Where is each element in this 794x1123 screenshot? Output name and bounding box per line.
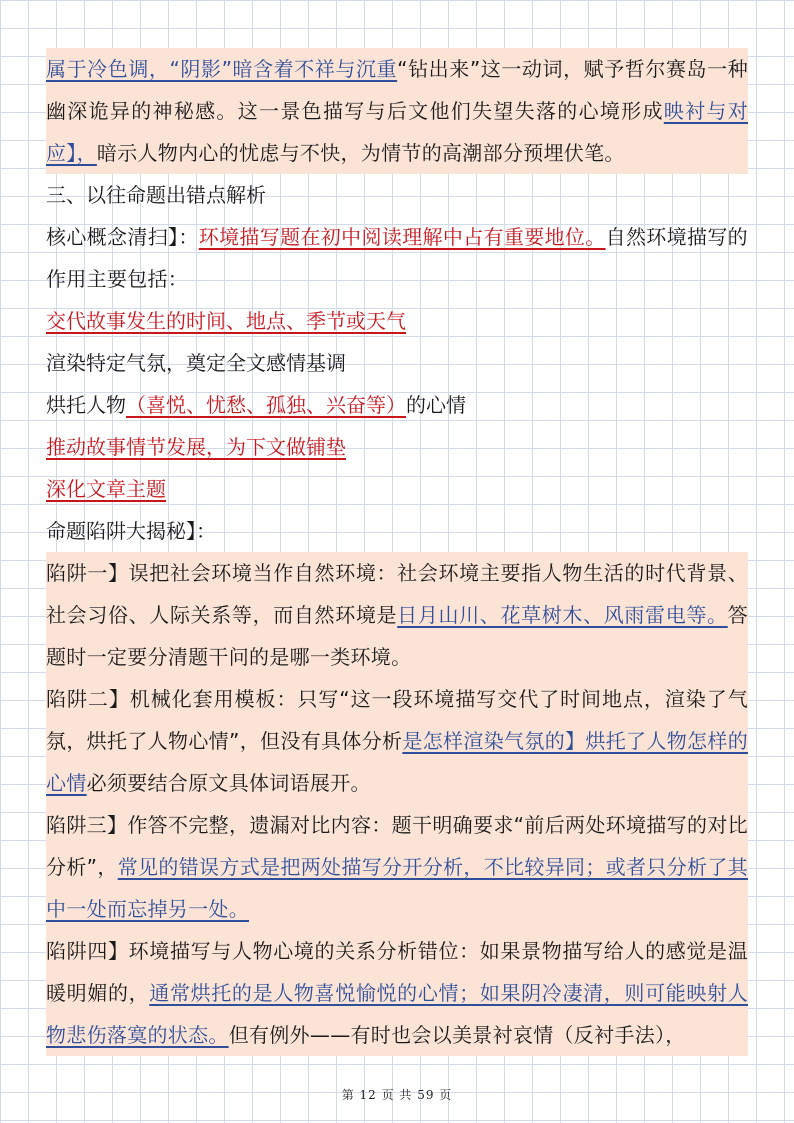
intro-text-2: 暗示人物内心的忧虑与不快，为情节的高潮部分预埋伏笔。: [96, 141, 625, 165]
core-concept-highlight: 环境描写题在初中阅读理解中占有重要地位。: [198, 225, 606, 249]
trap-2: 陷阱二】机械化套用模板：只写“这一段环境描写交代了时间地点，渲染了气氛，烘托了人物心情”，但没有具体分析是怎样渲染气氛的】烘托了人物怎样的心情必须要结合原文具体词语展开。: [46, 687, 748, 795]
trap-1: 陷阱一】误把社会环境当作自然环境：社会环境主要指人物生活的时代背景、社会习俗、人际关系等，而自然环境是日月山川、花草树木、风雨雷电等。答题时一定要分清题干问的是哪一类环境。: [46, 561, 748, 669]
traps-heading: 命题陷阱大揭秘】：: [46, 519, 216, 543]
traps-section: [46, 552, 748, 1056]
function-item-2: 渲染特定气氛，奠定全文感情基调: [46, 351, 346, 375]
trap-4: 陷阱四】环境描写与人物心境的关系分析错位：如果景物描写给人的感觉是温暖明媚的，通常烘托的是人物喜悦愉悦的心情；如果阴冷凄清，则可能映射人物悲伤落寞的状态。但有例外——有时也会以美景衬哀情（反衬手法），: [46, 939, 749, 1047]
intro-text: “钻出来”这一动词，赋予哲尔赛岛一种幽深诡异的神秘感。这一景色描写与后文他们失望失落的心境形成: [46, 57, 748, 123]
trap-3: 陷阱三】作答不完整，遗漏对比内容：题干明确要求“前后两处环境描写的对比分析”，常见的错误方式是把两处描写分开分析，不比较异同；或者只分析了其中一处而忘掉另一处。: [46, 813, 748, 921]
intro-underlined-text-2: 映衬与对应】，: [46, 99, 749, 165]
trap-2-underlined: 是怎样渲染气氛的】烘托了人物怎样的心情: [46, 729, 748, 795]
intro-paragraph: [46, 48, 748, 174]
function-item-3: 烘托人物（喜悦、忧愁、孤独、兴奋等）的心情: [46, 393, 466, 417]
intro-underlined-text: 属于冷色调，“阴影”暗含着不祥与沉重: [46, 57, 398, 81]
page-number-footer: 第 12 页 共 59 页: [341, 1088, 453, 1102]
page-content: [46, 48, 748, 1056]
section-heading: 三、以往命题出错点解析: [46, 183, 266, 207]
function-item-5: 深化文章主题: [46, 477, 166, 501]
function-item-1: 交代故事发生的时间、地点、季节或天气: [46, 309, 406, 333]
trap-1-underlined: 日月山川、花草树木、风雨雷电等。: [397, 603, 728, 627]
core-concept-text: 自然环境描写的作用主要包括：: [46, 225, 748, 291]
trap-3-underlined: 常见的错误方式是把两处描写分开分析，不比较异同；或者只分析了其中一处而忘掉另一处。: [46, 855, 748, 921]
core-concept-paragraph: [46, 216, 748, 300]
core-concept-label: 核心概念清扫】：: [46, 225, 199, 249]
function-item-4: 推动故事情节发展，为下文做铺垫: [46, 435, 346, 459]
trap-4-underlined: 通常烘托的是人物喜悦愉悦的心情；如果阴冷凄清，则可能映射人物悲伤落寞的状态。: [46, 981, 749, 1047]
